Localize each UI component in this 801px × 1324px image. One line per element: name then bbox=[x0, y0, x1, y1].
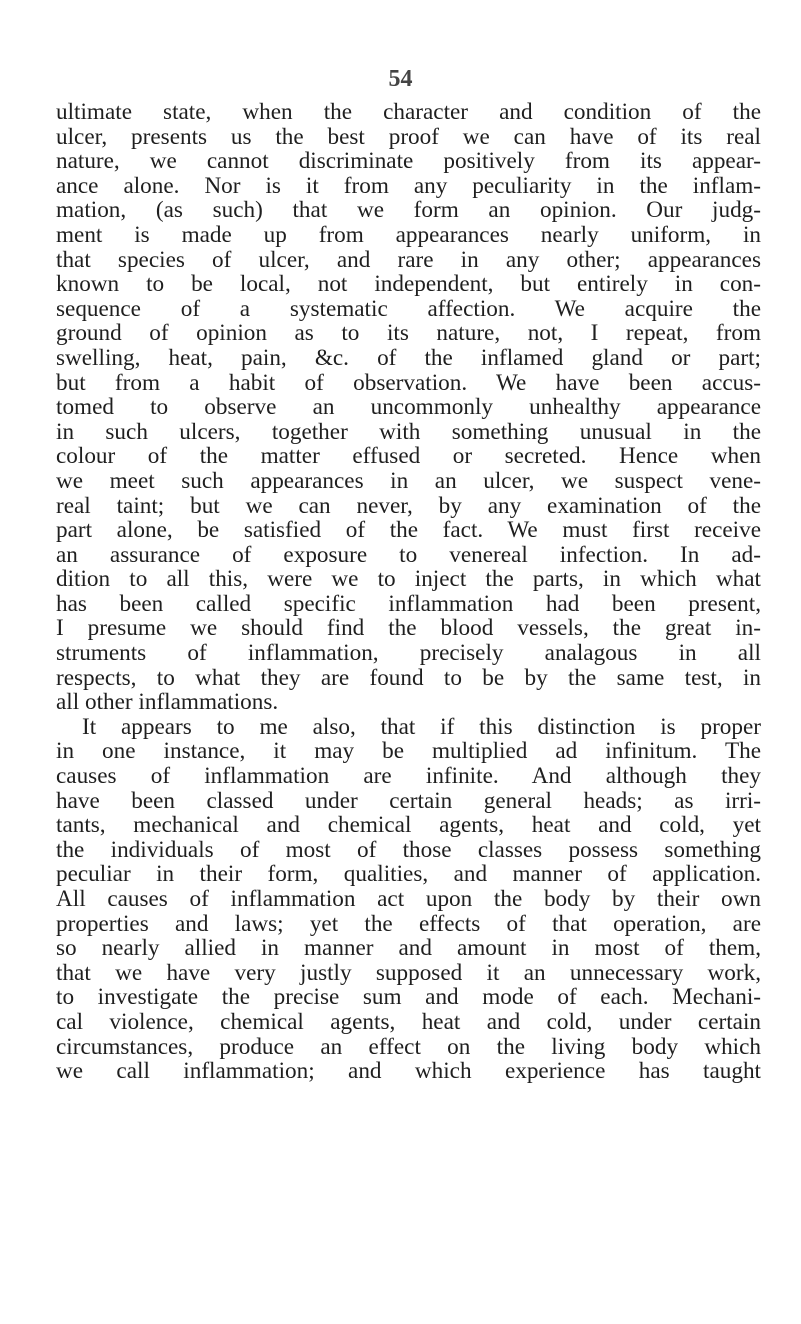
text-line: cal violence, chemical agents, heat and cold, under certain bbox=[56, 1009, 761, 1035]
text-line: to investigate the precise sum and mode of each. Mechani- bbox=[56, 985, 761, 1010]
text-line: part alone, be satisfied of the fact. We must first receive bbox=[56, 518, 761, 543]
text-line: swelling, heat, pain, &c. of the inflamed gland or part; bbox=[56, 345, 761, 371]
text-line: I presume we should find the blood vessels, the great in- bbox=[56, 616, 761, 642]
body-text bbox=[56, 100, 761, 1084]
text-line: we call inflammation; and which experience has taught bbox=[56, 1059, 761, 1084]
text-line: mation, (as such) that we form an opinion. Our judg- bbox=[56, 198, 761, 223]
text-line: in such ulcers, together with something unusual in the bbox=[56, 419, 761, 445]
text-line: nature, we cannot discriminate positively from its appear- bbox=[56, 149, 761, 174]
text-line: colour of the matter effused or secreted. Hence when bbox=[56, 444, 761, 469]
text-line: peculiar in their form, qualities, and manner of application. bbox=[56, 862, 761, 887]
text-line: It appears to me also, that if this distinction is proper bbox=[82, 714, 761, 740]
text-line: properties and laws; yet the effects of that operation, are bbox=[56, 911, 761, 937]
text-line: ground of opinion as to its nature, not, I repeat, from bbox=[56, 321, 761, 346]
text-line: we meet such appearances in an ulcer, we suspect vene- bbox=[56, 468, 761, 494]
text-line: dition to all this, were we to inject the parts, in which what bbox=[56, 567, 761, 592]
text-line: sequence of a systematic affection. We acquire the bbox=[56, 296, 761, 322]
text-line: an assurance of exposure to venereal infection. In ad- bbox=[56, 542, 761, 568]
text-line: in one instance, it may be multiplied ad infinitum. The bbox=[56, 739, 761, 765]
text-line: respects, to what they are found to be by the same test, in bbox=[56, 665, 761, 691]
page-number: 54 bbox=[388, 66, 413, 92]
text-line: known to be local, not independent, but entirely in con- bbox=[56, 272, 761, 297]
text-line: have been classed under certain general heads; as irri- bbox=[56, 788, 761, 814]
text-line: ulcer, presents us the best proof we can have of its real bbox=[56, 124, 761, 150]
text-line: real taint; but we can never, by any examination of the bbox=[56, 493, 761, 519]
text-line: tomed to observe an uncommonly unhealthy appearance bbox=[56, 395, 761, 420]
text-line: causes of inflammation are infinite. And although they bbox=[56, 764, 761, 789]
text-line: struments of inflammation, precisely analagous in all bbox=[56, 641, 761, 666]
text-line: all other inflammations. bbox=[56, 690, 279, 715]
text-line: but from a habit of observation. We have been accus- bbox=[56, 370, 761, 396]
text-line: tants, mechanical and chemical agents, heat and cold, yet bbox=[56, 813, 761, 838]
text-line: ment is made up from appearances nearly uniform, in bbox=[56, 222, 761, 248]
text-line: so nearly allied in manner and amount in most of them, bbox=[56, 936, 761, 961]
text-line: ultimate state, when the character and condition of the bbox=[56, 100, 761, 125]
text-line: has been called specific inflammation had been present, bbox=[56, 591, 761, 617]
text-line: the individuals of most of those classes possess something bbox=[56, 837, 761, 863]
text-line: ance alone. Nor is it from any peculiarity in the inflam- bbox=[56, 173, 761, 199]
text-line: that we have very justly supposed it an unnecessary work, bbox=[56, 960, 761, 986]
text-line: circumstances, produce an effect on the living body which bbox=[56, 1034, 761, 1060]
text-line: All causes of inflammation act upon the body by their own bbox=[56, 887, 761, 912]
text-line: that species of ulcer, and rare in any other; appearances bbox=[56, 247, 761, 273]
